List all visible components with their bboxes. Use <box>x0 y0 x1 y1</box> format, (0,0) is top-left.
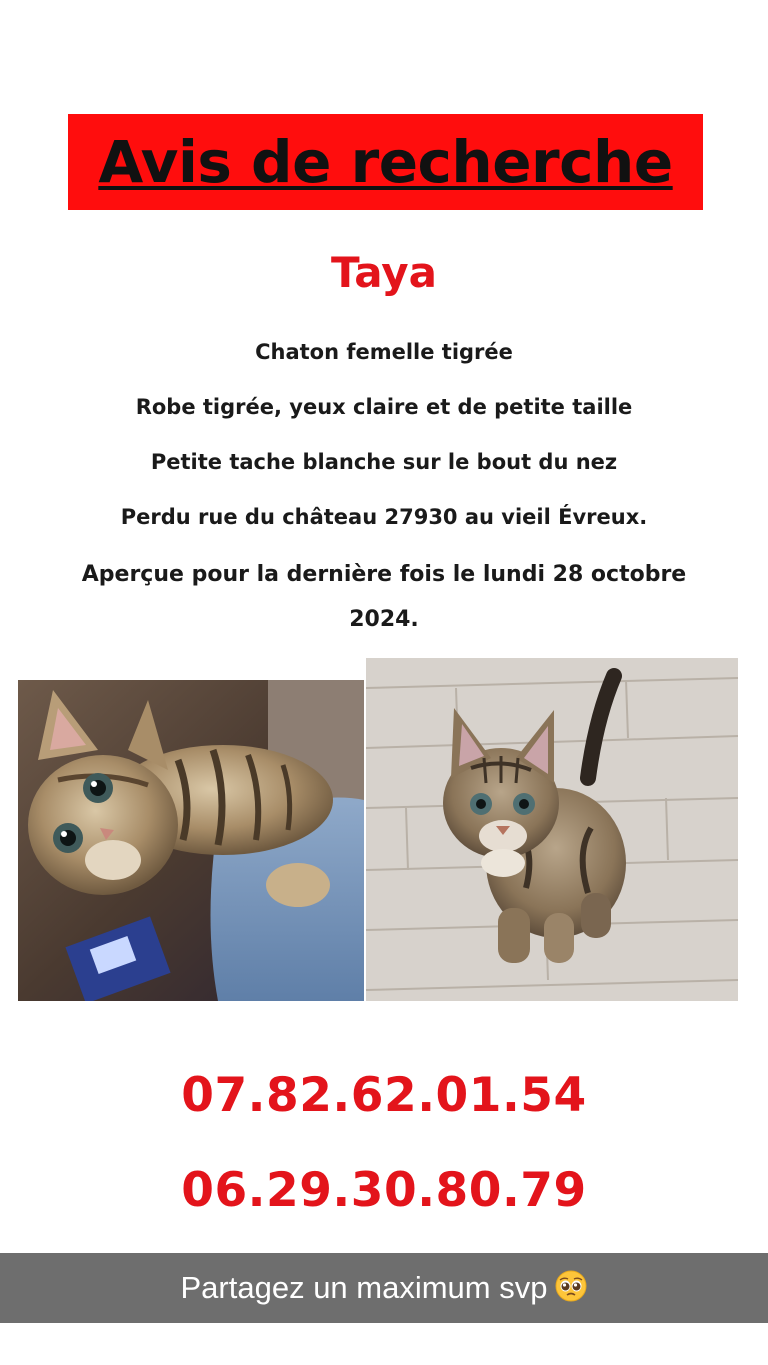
phone-number-1[interactable]: 07.82.62.01.54 <box>181 1068 587 1123</box>
description-line-4: Perdu rue du château 27930 au vieil Évreux. <box>120 505 648 529</box>
kitten-photo-left <box>18 680 364 1001</box>
pleading-face-icon <box>555 1270 587 1302</box>
description-line-1: Chaton femelle tigrée <box>255 340 513 364</box>
phone-number-2[interactable]: 06.29.30.80.79 <box>181 1163 587 1218</box>
story-caption-bar <box>0 1253 768 1323</box>
description-line-5: Aperçue pour la dernière fois le lundi 28 octobre <box>81 562 687 587</box>
search-notice-banner <box>68 114 703 210</box>
story-caption-text: Partagez un maximum svp <box>180 1270 548 1305</box>
pet-name: Taya <box>330 248 437 297</box>
kitten-photo-right <box>366 658 738 1001</box>
description-line-2: Robe tigrée, yeux claire et de petite taille <box>135 395 633 419</box>
description-line-3: Petite tache blanche sur le bout du nez <box>150 450 618 474</box>
description-line-6: 2024. <box>349 607 419 632</box>
banner-title: Avis de recherche <box>98 128 673 196</box>
